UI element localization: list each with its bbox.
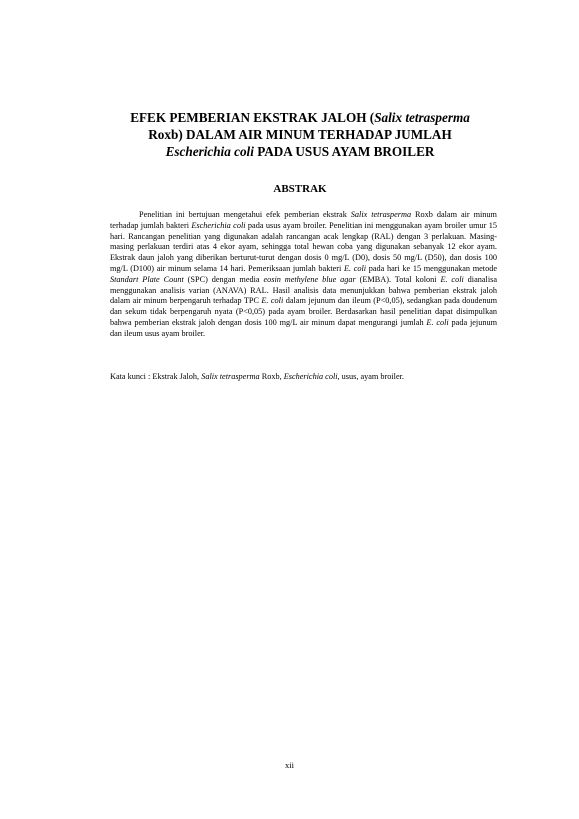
title-line-1: EFEK PEMBERIAN EKSTRAK JALOH (Salix tetrasperma (130, 110, 470, 125)
page-number: xii (285, 760, 294, 770)
title-line-2: Roxb) DALAM AIR MINUM TERHADAP JUMLAH (148, 127, 452, 142)
abstract-body: Penelitian ini bertujuan mengetahui efek pemberian ekstrak Salix tetrasperma Roxb dalam air minum terhadap jumlah bakteri Escherichia coli pada usus ayam broiler. Penelitian ini menggunakan ayam broiler umur 15 hari. Rancangan penelitian yang digunakan adalah rancangan acak lengkap (RAL) dengan 3 perlakuan. Masing-masing perlakuan terdiri atas 4 ekor ayam, sehingga total hewan coba yang digunakan sebanyak 12 ekor ayam. Ekstrak daun jaloh yang diberikan berturut-turut dengan dosis 0 mg/L (D0), dosis 50 mg/L (D50), dan dosis 100 mg/L (D100) air minum selama 14 hari. Pemeriksaan jumlah bakteri E. coli pada hari ke 15 menggunakan metode Standart Plate Count (SPC) dengan media eosin methylene blue agar (EMBA). Total koloni E. coli dianalisa menggunakan analisis varian (ANAVA) RAL. Hasil analisis data menunjukkan bahwa pemberian ekstrak jaloh dalam air minum berpengaruh terhadap TPC E. coli dalam jejunum dan ileum (P<0,05), sedangkan pada doudenum dan sekum tidak berpengaruh nyata (P<0,05) pada ayam broiler. Berdasarkan hasil penelitian dapat disimpulkan bahwa pemberian ekstrak jaloh dengan dosis 100 mg/L air minum dapat mengurangi jumlah E. coli pada jejunum dan ileum usus ayam broiler. (110, 210, 497, 338)
abstract-heading: ABSTRAK (273, 183, 327, 195)
keywords: Kata kunci : Ekstrak Jaloh, Salix tetrasperma Roxb, Escherichia coli, usus, ayam broiler. (110, 372, 404, 381)
paper-title (100, 109, 500, 160)
title-line-3: Escherichia coli PADA USUS AYAM BROILER (165, 144, 435, 159)
